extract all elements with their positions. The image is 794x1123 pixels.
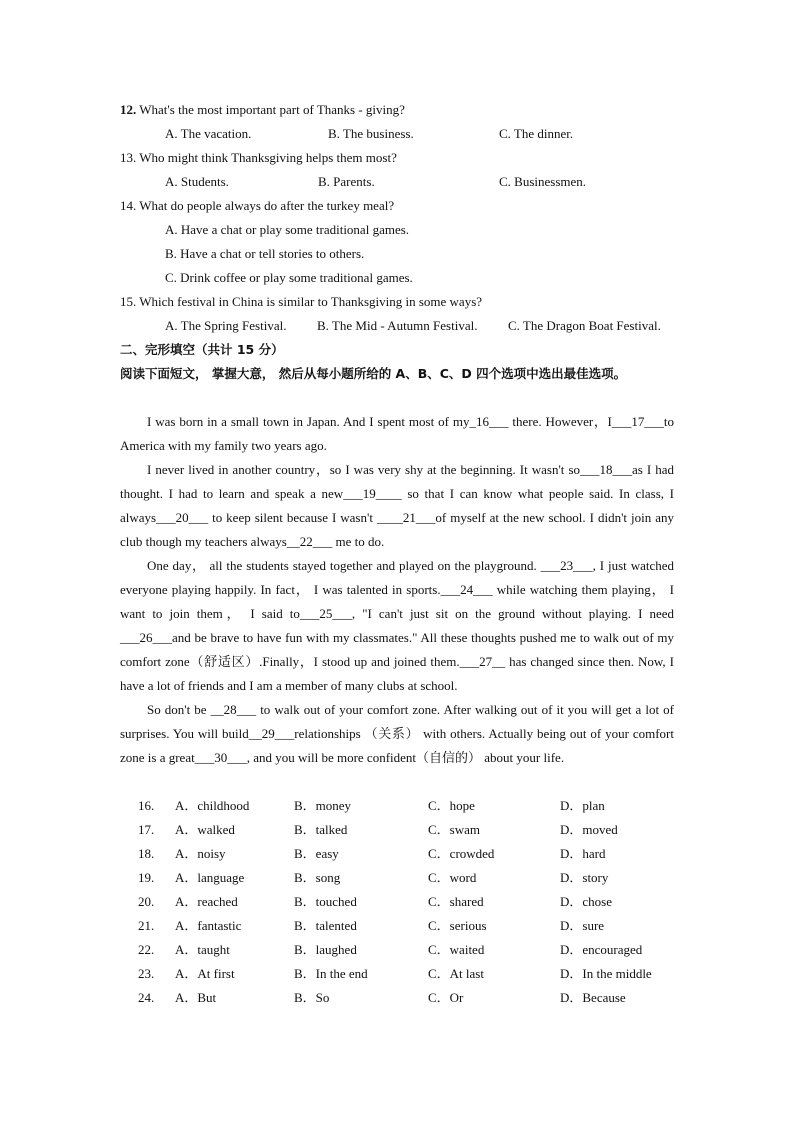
option-c: C．word <box>428 870 477 885</box>
option-c: C．waited <box>428 942 485 957</box>
option-c: C．swam <box>428 822 481 837</box>
option-12c: C. The dinner. <box>499 126 574 141</box>
option-a: A．language <box>175 870 245 885</box>
paragraph-text: So don't be __28___ to walk out of your comfort zone. After walking out of it you will get a lot of surprises. You will build__29___relationships （关系） with others. Actually being out of your comfort zone is a great___30___, and you will be more confident（自信的） about your life. <box>120 702 674 765</box>
option-d: D．sure <box>560 918 605 933</box>
option-a: A．taught <box>175 942 230 957</box>
option-b: B．talented <box>294 918 357 933</box>
option-a: A．fantastic <box>175 918 242 933</box>
option-d: D．moved <box>560 822 618 837</box>
option-row-number: 16. <box>138 798 155 813</box>
option-a: A．But <box>175 990 217 1005</box>
option-b: B．In the end <box>294 966 368 981</box>
option-c: C．serious <box>428 918 487 933</box>
option-a: A．reached <box>175 894 238 909</box>
option-row-number: 20. <box>138 894 155 909</box>
option-b: B．touched <box>294 894 357 909</box>
option-d: D．chose <box>560 894 612 909</box>
option-a: A．At first <box>175 966 235 981</box>
question-number: 12. <box>120 102 137 117</box>
option-b: B．easy <box>294 846 339 861</box>
passage-paragraph-1 <box>120 410 674 458</box>
option-14c: C. Drink coffee or play some traditional games. <box>165 270 413 285</box>
question-number: 14. <box>120 198 137 213</box>
option-row-number: 22. <box>138 942 155 957</box>
question-14 <box>120 198 394 214</box>
option-13b: B. Parents. <box>318 174 375 189</box>
option-14a: A. Have a chat or play some traditional games. <box>165 222 410 237</box>
option-c: C．crowded <box>428 846 495 861</box>
question-text: What do people always do after the turkey meal? <box>139 198 395 213</box>
passage-paragraph-2 <box>120 458 674 554</box>
option-row-number: 19. <box>138 870 155 885</box>
passage-paragraph-3 <box>120 554 674 698</box>
option-15a: A. The Spring Festival. <box>165 318 287 333</box>
option-row-number: 23. <box>138 966 155 981</box>
option-b: B．song <box>294 870 341 885</box>
option-d: D．hard <box>560 846 606 861</box>
option-b: B．laughed <box>294 942 357 957</box>
option-d: D．Because <box>560 990 626 1005</box>
passage-paragraph-4 <box>120 698 674 770</box>
option-c: C．At last <box>428 966 484 981</box>
section-instruction: 阅读下面短文， 掌握大意， 然后从每小题所给的 A、B、C、D 四个选项中选出最佳选项。 <box>120 366 627 381</box>
paragraph-text: I was born in a small town in Japan. And I spent most of my_16___ there. However，I___17___to America with my family two years ago. <box>120 414 674 453</box>
question-text: Which festival in China is similar to Thanksgiving in some ways? <box>139 294 483 309</box>
option-a: A．childhood <box>175 798 250 813</box>
option-a: A．walked <box>175 822 235 837</box>
option-12b: B. The business. <box>328 126 414 141</box>
option-d: D．story <box>560 870 609 885</box>
option-c: C．shared <box>428 894 484 909</box>
option-14b: B. Have a chat or tell stories to others. <box>165 246 365 261</box>
question-number: 15. <box>120 294 137 309</box>
paragraph-text: One day， all the students stayed together and played on the playground. ___23___, I just watched everyone playing happily. In fact， I was talented in sports.___24___ while watching them playing， I want to join them， I said to___25___, "I can't just sit on the ground without playing. I need ___26___and be brave to have fun with my classmates." All these thoughts pushed me to walk out of my comfort zone（舒适区）.Finally，I stood up and joined them.___27__ has changed since then. Now, I have a lot of friends and I am a member of many clubs at school. <box>120 558 674 693</box>
paragraph-text: I never lived in another country，so I was very shy at the beginning. It wasn't so___18___as I had thought. I had to learn and speak a new___19____ so that I can know what people said. In class, I always___20___ to keep silent because I wasn't ____21___of myself at the new school. I didn't join any club though my teachers always__22___ me to do. <box>120 462 674 549</box>
option-row-number: 18. <box>138 846 155 861</box>
option-d: D．In the middle <box>560 966 652 981</box>
option-row-number: 17. <box>138 822 155 837</box>
question-number: 13. <box>120 150 137 165</box>
question-text: Who might think Thanksgiving helps them most? <box>139 150 397 165</box>
question-12 <box>120 102 405 118</box>
option-b: B．talked <box>294 822 348 837</box>
option-12a: A. The vacation. <box>165 126 252 141</box>
question-text: What's the most important part of Thanks - giving? <box>139 102 405 117</box>
section-heading: 二、完形填空（共计 15 分） <box>120 342 284 357</box>
question-15 <box>120 294 482 310</box>
option-d: D．encouraged <box>560 942 643 957</box>
option-row-number: 24. <box>138 990 155 1005</box>
option-c: C．Or <box>428 990 464 1005</box>
question-13 <box>120 150 397 166</box>
option-15b: B. The Mid - Autumn Festival. <box>317 318 478 333</box>
option-a: A．noisy <box>175 846 226 861</box>
option-row-number: 21. <box>138 918 155 933</box>
option-15c: C. The Dragon Boat Festival. <box>508 318 661 333</box>
option-13a: A. Students. <box>165 174 229 189</box>
option-d: D．plan <box>560 798 605 813</box>
option-c: C．hope <box>428 798 475 813</box>
option-b: B．money <box>294 798 352 813</box>
option-13c: C. Businessmen. <box>499 174 587 189</box>
option-b: B．So <box>294 990 330 1005</box>
